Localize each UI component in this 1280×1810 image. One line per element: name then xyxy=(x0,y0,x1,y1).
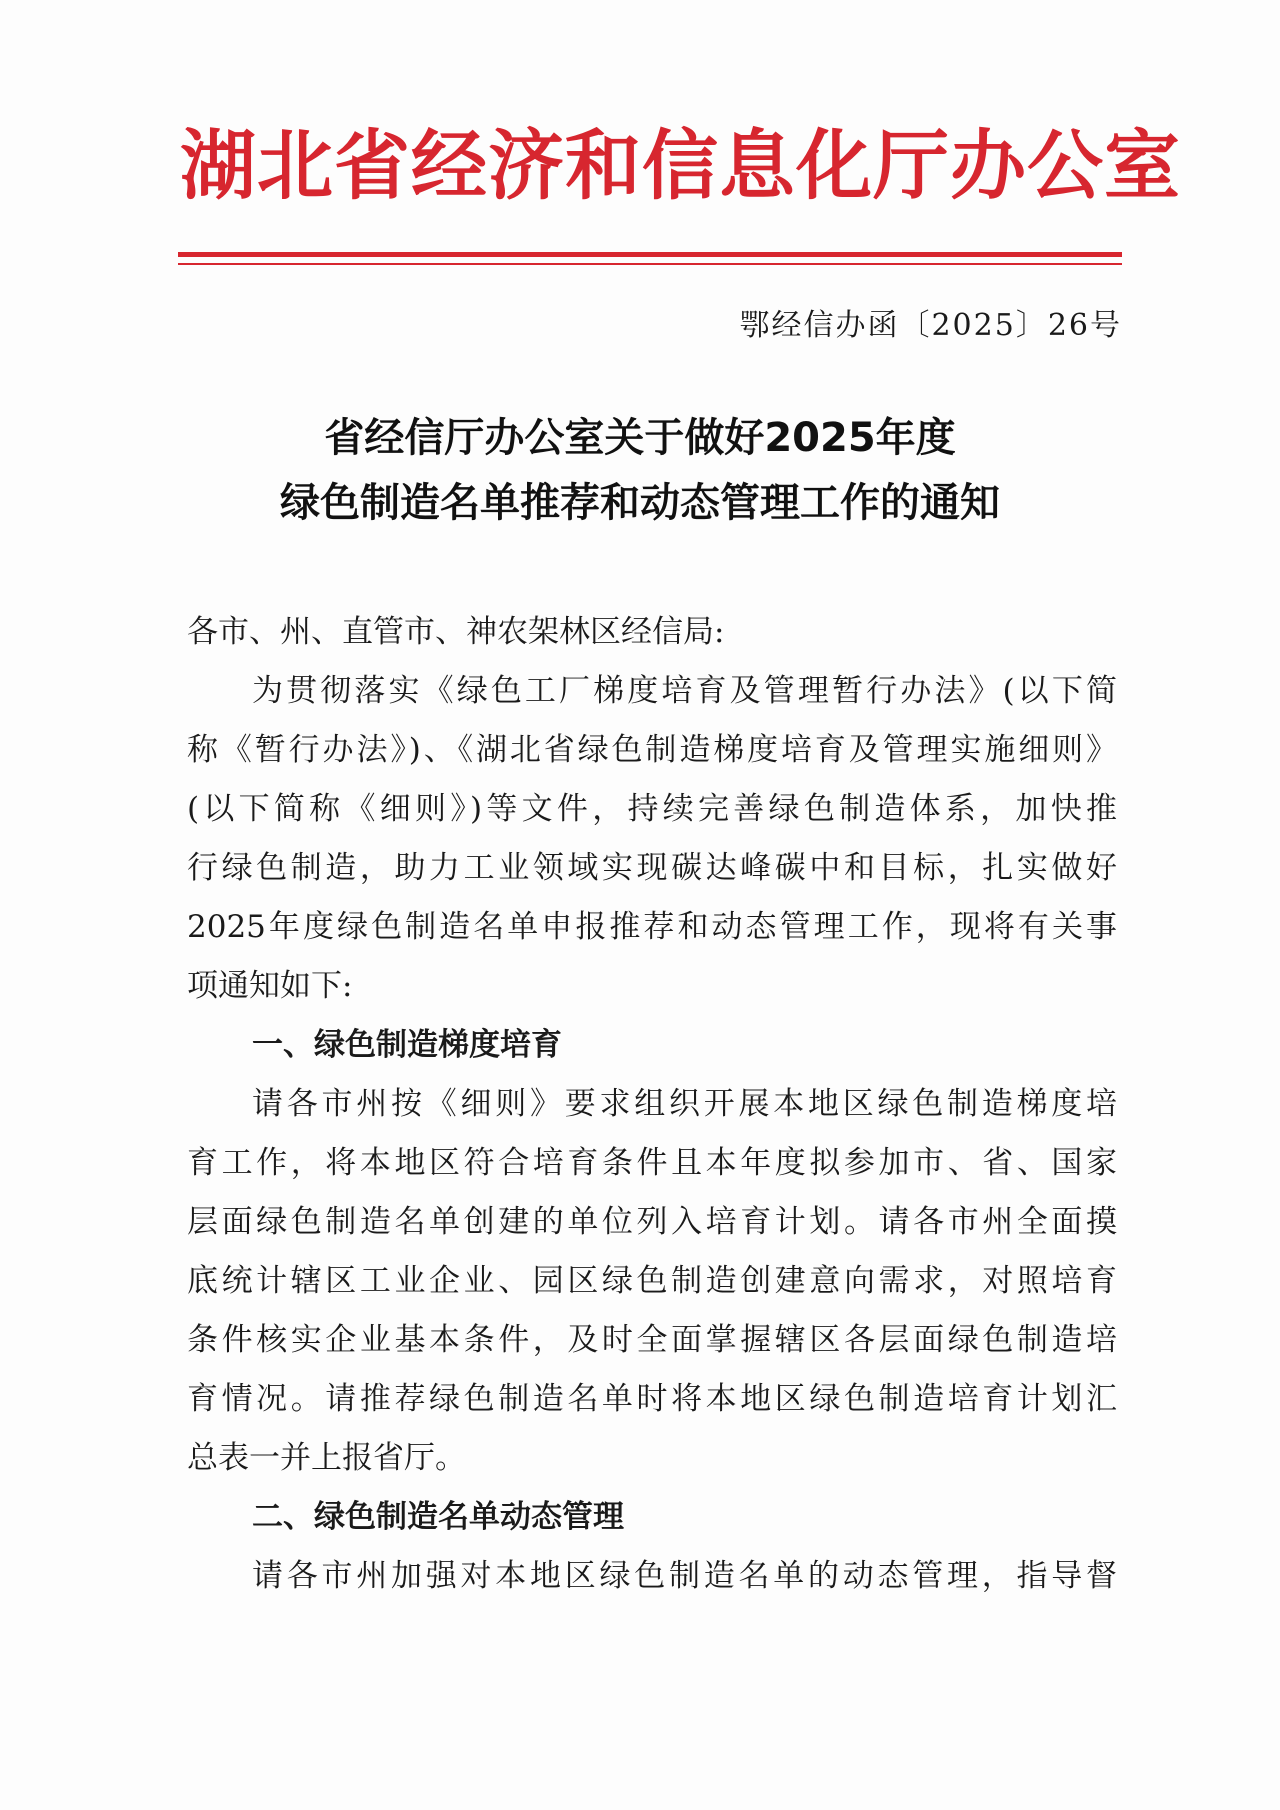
notice-title-line-1: 省经信厅办公室关于做好2025年度 xyxy=(324,415,956,461)
section1-line: 层面绿色制造名单创建的单位列入培育计划。请各市州全面摸 xyxy=(187,1204,1117,1240)
notice-title-line-2: 绿色制造名单推荐和动态管理工作的通知 xyxy=(280,480,1000,526)
document-number: 鄂经信办函〔2025〕26号 xyxy=(739,308,1122,343)
letterhead-title: 湖北省经济和信息化厅办公室 xyxy=(180,121,1181,210)
section2-line: 请各市州加强对本地区绿色制造名单的动态管理，指导督 xyxy=(252,1558,1117,1594)
section1-line: 请各市州按《细则》要求组织开展本地区绿色制造梯度培 xyxy=(252,1086,1117,1122)
intro-line: (以下简称《细则》)等文件，持续完善绿色制造体系，加快推 xyxy=(187,791,1117,827)
section-heading-2: 二、绿色制造名单动态管理 xyxy=(252,1499,624,1535)
section-heading-1: 一、绿色制造梯度培育 xyxy=(252,1027,562,1063)
section1-line: 条件核实企业基本条件，及时全面掌握辖区各层面绿色制造培 xyxy=(187,1322,1117,1358)
intro-line: 行绿色制造，助力工业领域实现碳达峰碳中和目标，扎实做好 xyxy=(187,850,1117,886)
section1-line: 总表一并上报省厅。 xyxy=(187,1440,466,1476)
letterhead-red-rule xyxy=(178,252,1122,257)
section1-line: 育工作，将本地区符合培育条件且本年度拟参加市、省、国家 xyxy=(187,1145,1117,1181)
section1-line: 底统计辖区工业企业、园区绿色制造创建意向需求，对照培育 xyxy=(187,1263,1117,1299)
section1-line: 育情况。请推荐绿色制造名单时将本地区绿色制造培育计划汇 xyxy=(187,1381,1117,1417)
intro-line: 为贯彻落实《绿色工厂梯度培育及管理暂行办法》(以下简 xyxy=(252,673,1117,709)
letterhead-red-rule-thin xyxy=(178,263,1122,265)
salutation: 各市、州、直管市、神农架林区经信局: xyxy=(187,614,725,650)
intro-line: 项通知如下: xyxy=(187,968,353,1004)
intro-line: 称《暂行办法》)、《湖北省绿色制造梯度培育及管理实施细则》 xyxy=(187,732,1117,768)
intro-line: 2025年度绿色制造名单申报推荐和动态管理工作，现将有关事 xyxy=(187,909,1117,945)
